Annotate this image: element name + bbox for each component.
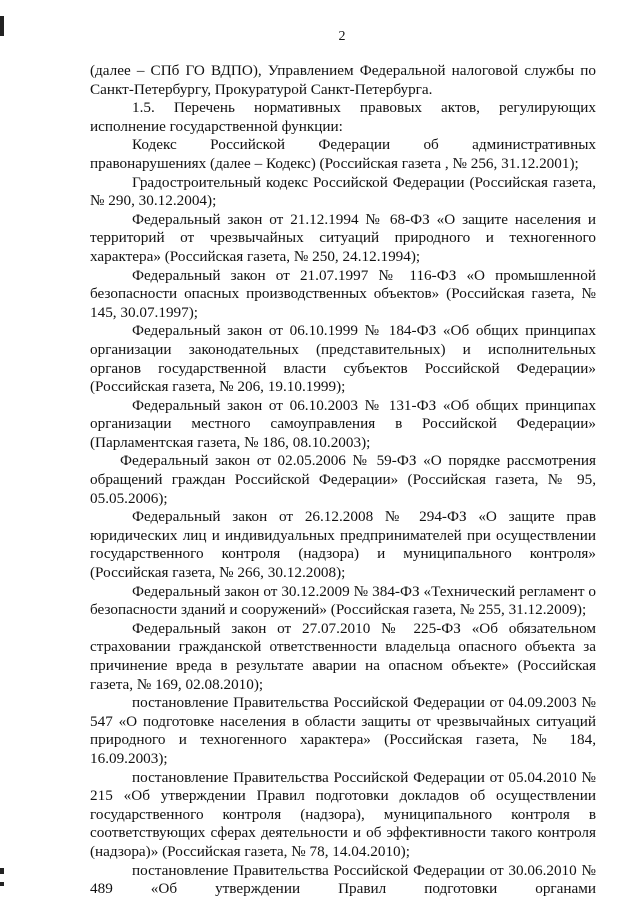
paragraph: Федеральный закон от 06.10.1999 № 184-ФЗ «Об общих принципах организации законодательных (представительных) и исполнительных органов государственной власти субъектов Российской Федерации» (Российская газета, № 206, 19.10.1999); <box>90 322 596 396</box>
paragraph: Федеральный закон от 21.12.1994 № 68-ФЗ «О защите населения и территорий от чрезвычайных ситуаций природного и техногенного характера» (Российская газета, № 250, 24.12.1994); <box>90 210 596 265</box>
paragraph: (далее – СПб ГО ВДПО), Управлением Федеральной налоговой службы по Санкт-Петербургу, Прокуратурой Санкт-Петербурга. <box>90 62 596 98</box>
paragraph: Федеральный закон от 26.12.2008 № 294-ФЗ «О защите прав юридических лиц и индивидуальных предпринимателей при осуществлении государственного контроля (надзора) и муниципального контроля» (Российская газета, № 266, 30.12.2008); <box>90 508 596 582</box>
paragraph: Федеральный закон от 06.10.2003 № 131-ФЗ «Об общих принципах организации местного самоуправления в Российской Федерации» (Парламентская газета, № 186, 08.10.2003); <box>90 396 596 451</box>
document-body <box>90 62 596 899</box>
paragraph: постановление Правительства Российской Федерации от 04.09.2003 № 547 «О подготовке населения в области защиты от чрезвычайных ситуаций природного и техногенного характера» (Российская газета, № 184, 16.09.2003); <box>90 694 596 767</box>
paragraph: Градостроительный кодекс Российской Федерации (Российская газета, № 290, 30.12.2004); <box>90 173 596 210</box>
paragraph: Кодекс Российской Федерации об административных правонарушениях (далее – Кодекс) (Российская газета , № 256, 31.12.2001); <box>90 136 596 172</box>
paragraph: постановление Правительства Российской Федерации от 05.04.2010 № 215 «Об утверждении Правил подготовки докладов об осуществлении государственного контроля (надзора), муниципального контроля в соответствующих сферах деятельности и об эффективности такого контроля (надзора)» (Российская газета, № 78, 14.04.2010); <box>90 768 596 860</box>
paragraph: Федеральный закон от 30.12.2009 № 384-ФЗ «Технический регламент о безопасности зданий и сооружений» (Российская газета, № 255, 31.12.2009); <box>90 582 596 619</box>
binding-mark <box>0 882 4 886</box>
paragraph: Федеральный закон от 21.07.1997 № 116-ФЗ «О промышленной безопасности опасных производственных объектов» (Российская газета, № 145, 30.07.1997); <box>90 266 596 321</box>
paragraph: постановление Правительства Российской Федерации от 30.06.2010 № 489 «Об утверждении Правил подготовки органами <box>90 861 596 898</box>
paragraph: 1.5. Перечень нормативных правовых актов, регулирующих исполнение государственной функции: <box>90 99 596 135</box>
page-number: 2 <box>338 29 346 44</box>
paragraph: Федеральный закон от 02.05.2006 № 59-ФЗ «О порядке рассмотрения обращений граждан Российской Федерации» (Российская газета, № 95, 05.05.2006); <box>90 452 596 507</box>
paragraph: Федеральный закон от 27.07.2010 № 225-ФЗ «Об обязательном страховании гражданской ответственности владельца опасного объекта за причинение вреда в результате аварии на опасном объекте» (Российская газета, № 169, 02.08.2010); <box>90 619 596 693</box>
binding-mark <box>0 868 4 874</box>
